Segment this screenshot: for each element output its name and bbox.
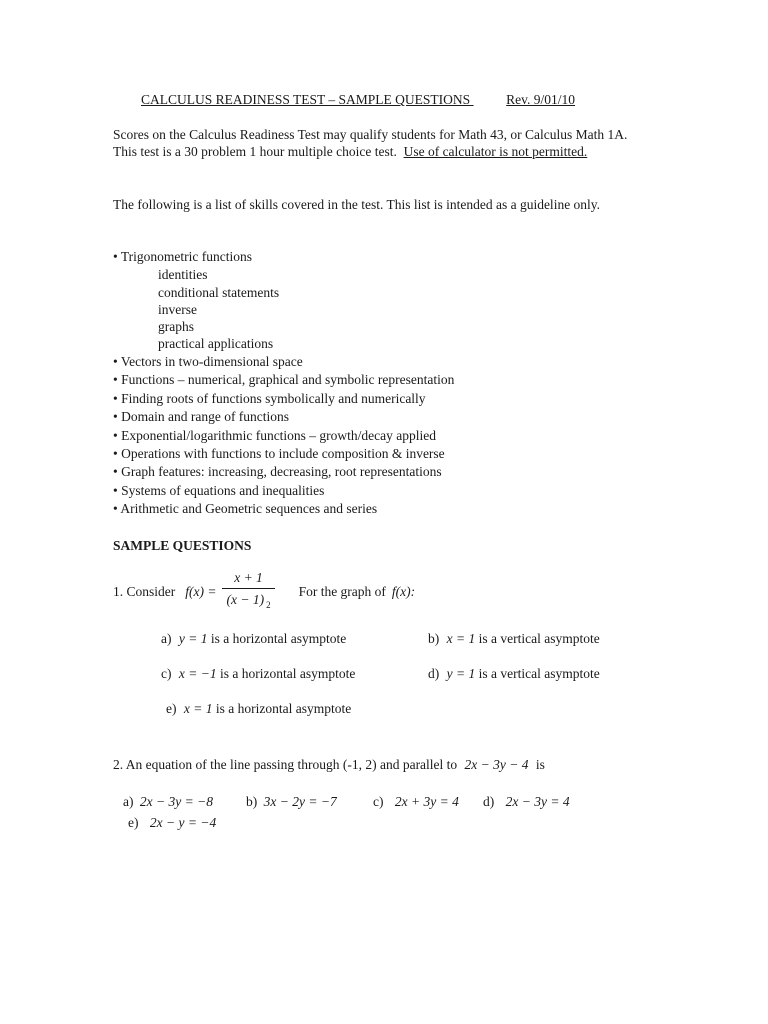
- q2-prompt-end: is: [535, 757, 545, 772]
- q1-fraction: [222, 569, 274, 614]
- q1-function-name: f(x) =: [185, 583, 217, 599]
- calculator-notice: Use of calculator is not permitted.: [403, 144, 588, 159]
- q1-e-expr: x = 1: [183, 701, 213, 716]
- trig-sub-inverse: inverse: [158, 302, 197, 317]
- skill-item: • Graph features: increasing, decreasing, root representations: [113, 464, 442, 479]
- q1-a-text: is a horizontal asymptote: [210, 631, 347, 646]
- trig-sub-identities: identities: [158, 267, 208, 282]
- q2-d-expr: 2x − 3y = 4: [505, 794, 570, 809]
- q1-c-text: is a horizontal asymptote: [219, 666, 356, 681]
- trig-sub-applications: practical applications: [158, 336, 274, 351]
- q2-b-expr: 3x − 2y = −7: [263, 794, 337, 809]
- q1-lead: 1. Consider: [113, 583, 176, 599]
- q2-option-d: [483, 793, 570, 810]
- q2-a-expr: 2x − 3y = −8: [139, 794, 213, 809]
- skill-item: • Systems of equations and inequalities: [113, 483, 325, 498]
- q1-option-b: [428, 630, 600, 647]
- q2-e-expr: 2x − y = −4: [149, 815, 217, 830]
- q1-b-text: is a vertical asymptote: [478, 631, 600, 646]
- q1-d-expr: y = 1: [446, 666, 476, 681]
- q1-numerator: x + 1: [222, 569, 274, 589]
- q2-c-label: c): [373, 794, 384, 809]
- document-title: CALCULUS READINESS TEST – SAMPLE QUESTIONS: [141, 92, 471, 107]
- q1-option-d: [428, 665, 600, 682]
- q1-option-a: [161, 630, 346, 647]
- q1-exponent: 2: [266, 599, 271, 610]
- q1-d-label: d): [428, 666, 440, 681]
- q2-c-expr: 2x + 3y = 4: [394, 794, 459, 809]
- skill-item: • Exponential/logarithmic functions – growth/decay applied: [113, 428, 437, 443]
- q1-c-expr: x = −1: [178, 666, 217, 681]
- q1-c-label: c): [161, 666, 172, 681]
- q1-denominator: [222, 589, 274, 614]
- skills-intro-paragraph: The following is a list of skills covered in the test. This list is intended as a guideline only.: [113, 197, 601, 212]
- skill-item: • Vectors in two-dimensional space: [113, 354, 303, 369]
- q1-e-text: is a horizontal asymptote: [215, 701, 352, 716]
- q1-b-label: b): [428, 631, 440, 646]
- question-2-prompt: [113, 756, 545, 773]
- revision-date: Rev. 9/01/10: [506, 92, 576, 107]
- q1-tail-text: For the graph of: [298, 583, 386, 599]
- q2-d-label: d): [483, 794, 495, 809]
- q2-e-label: e): [128, 815, 139, 830]
- q1-b-expr: x = 1: [446, 631, 476, 646]
- skill-item: • Operations with functions to include composition & inverse: [113, 446, 445, 461]
- q2-option-b: [246, 793, 337, 810]
- q1-d-text: is a vertical asymptote: [478, 666, 600, 681]
- q1-option-c: [161, 665, 355, 682]
- sample-questions-heading: SAMPLE QUESTIONS: [113, 538, 252, 553]
- q2-b-label: b): [246, 794, 258, 809]
- q2-prompt-text: 2. An equation of the line passing through (-1, 2) and parallel to: [113, 757, 458, 772]
- question-1-prompt: [113, 569, 415, 613]
- q2-prompt-expr: 2x − 3y − 4: [464, 757, 529, 772]
- q2-option-e: [128, 814, 216, 831]
- trig-sub-graphs: graphs: [158, 319, 194, 334]
- skill-trig-title: • Trigonometric functions: [113, 249, 252, 264]
- intro-paragraph: [113, 126, 653, 160]
- q1-a-label: a): [161, 631, 172, 646]
- q1-tail-function: f(x):: [391, 583, 416, 599]
- q2-a-label: a): [123, 794, 134, 809]
- skill-item: • Domain and range of functions: [113, 409, 290, 424]
- intro-text: Scores on the Calculus Readiness Test may qualify students for Math 43, or Calculus Math 1A. This test is a 30 problem 1 hour multiple choice test.: [113, 127, 628, 159]
- page-header: [141, 91, 575, 108]
- q1-e-label: e): [166, 701, 177, 716]
- q1-a-expr: y = 1: [178, 631, 208, 646]
- q2-option-a: [123, 793, 213, 810]
- skill-item: • Functions – numerical, graphical and symbolic representation: [113, 372, 455, 387]
- trig-sub-conditional: conditional statements: [158, 285, 280, 300]
- q1-option-e: [166, 700, 351, 717]
- q2-option-c: [373, 793, 459, 810]
- skill-item: • Arithmetic and Geometric sequences and series: [113, 501, 378, 516]
- title-gap: [470, 91, 506, 108]
- q1-denominator-text: (x − 1): [226, 591, 265, 607]
- skill-item: • Finding roots of functions symbolically and numerically: [113, 391, 426, 406]
